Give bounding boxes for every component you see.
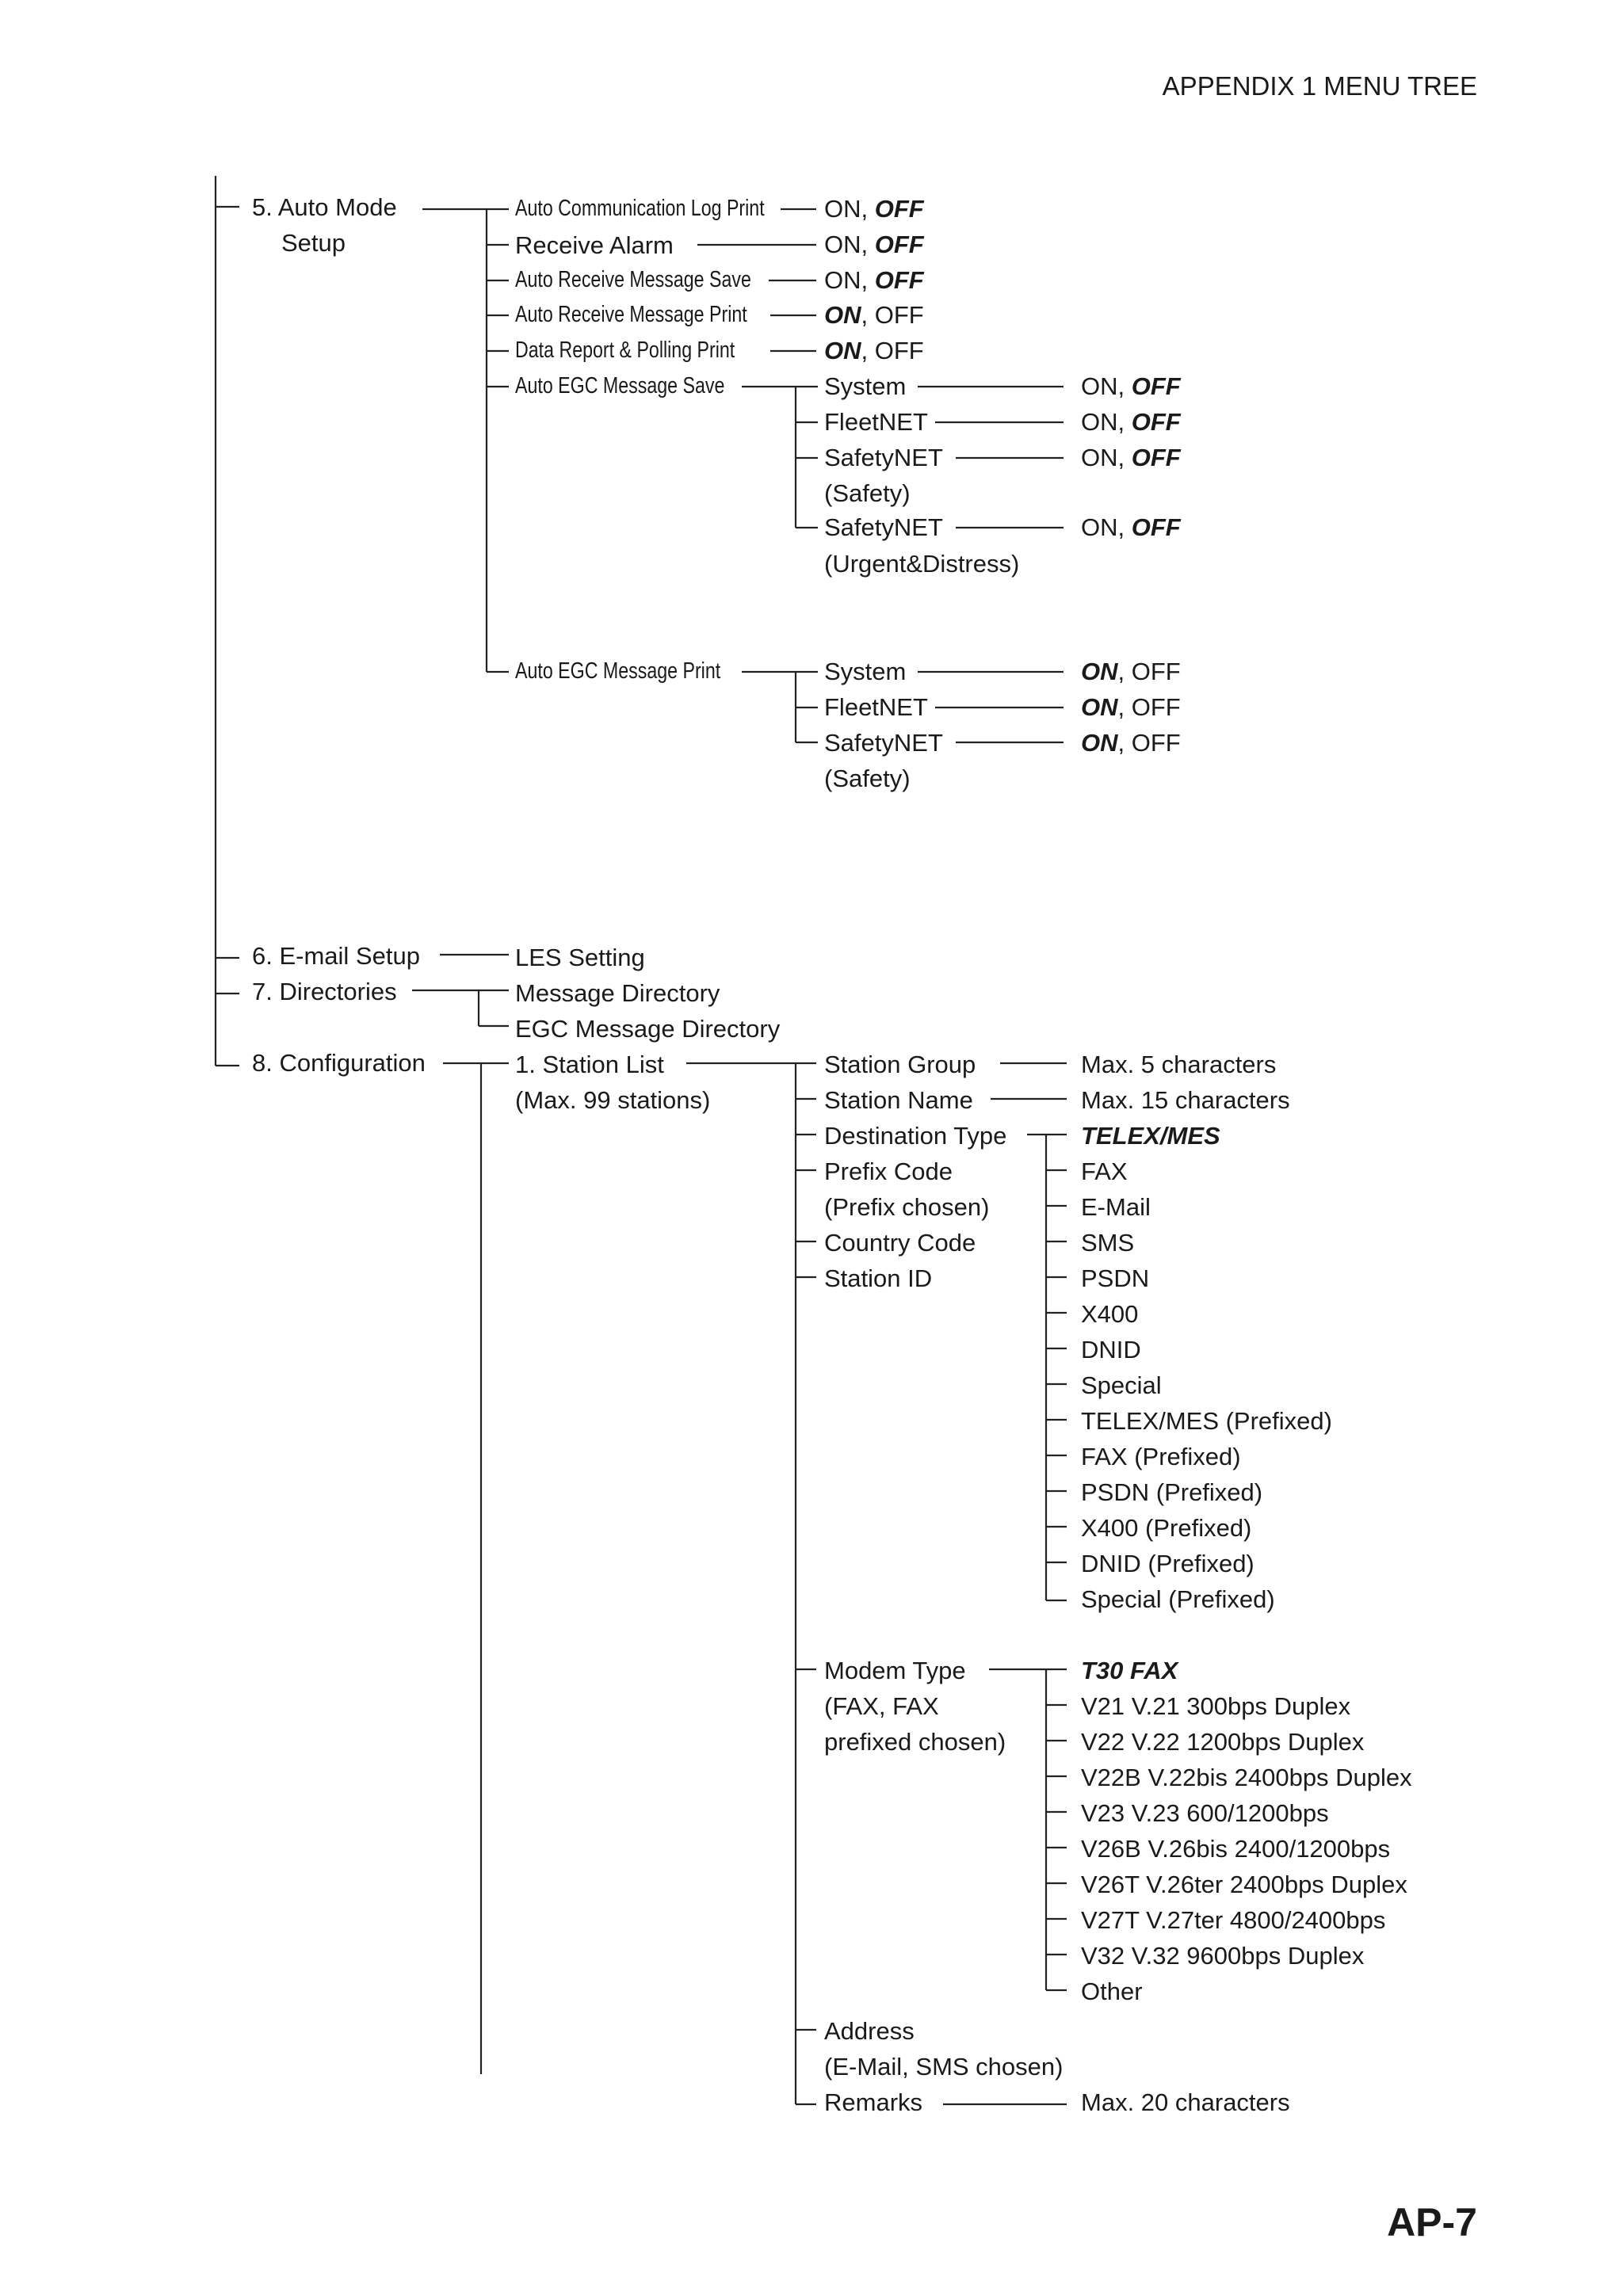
station-name: Station Name	[824, 1086, 973, 1114]
destination-type-option: TELEX/MES (Prefixed)	[1081, 1407, 1332, 1435]
destination-type-option: TELEX/MES	[1081, 1122, 1220, 1150]
auto-receive-msg-print: Auto Receive Message Print	[515, 302, 747, 327]
destination-type-option: SMS	[1081, 1229, 1135, 1257]
page-header-title: APPENDIX 1 MENU TREE	[1162, 71, 1477, 101]
station-list-label: 1. Station List	[515, 1051, 664, 1078]
modem-type-option: V23 V.23 600/1200bps	[1081, 1799, 1329, 1827]
modem-type: Modem Type	[824, 1657, 966, 1684]
modem-type-option: Other	[1081, 1978, 1143, 2005]
destination-type-option: FAX	[1081, 1158, 1128, 1185]
station-name-value: Max. 15 characters	[1081, 1086, 1290, 1114]
destination-type: Destination Type	[824, 1122, 1007, 1150]
modem-type-option: V21 V.21 300bps Duplex	[1081, 1692, 1351, 1720]
default-value: ON	[824, 337, 861, 364]
setting-value: ON, OFF	[1081, 658, 1181, 685]
modem-type-option: V27T V.27ter 4800/2400bps	[1081, 1906, 1386, 1934]
station-id: Station ID	[824, 1264, 933, 1292]
auto-comm-log-print: Auto Communication Log Print	[515, 196, 765, 221]
modem-type-option: V26T V.26ter 2400bps Duplex	[1081, 1871, 1407, 1898]
destination-type-option: X400 (Prefixed)	[1081, 1514, 1252, 1542]
setting-value: ON, OFF	[824, 231, 924, 258]
setting-value: ON, OFF	[1081, 444, 1181, 471]
destination-type-option: FAX (Prefixed)	[1081, 1443, 1241, 1470]
default-value: OFF	[1131, 513, 1181, 541]
egc-save-system: System	[824, 372, 907, 400]
setting-value: ON, OFF	[824, 337, 924, 364]
default-value: ON	[824, 301, 861, 329]
setting-value: ON, OFF	[824, 195, 924, 223]
destination-type-option: Special (Prefixed)	[1081, 1585, 1275, 1613]
country-code: Country Code	[824, 1229, 976, 1257]
setting-value: ON, OFF	[824, 266, 924, 294]
egc-print-safetynet: SafetyNET	[824, 729, 943, 757]
egc-message-directory: EGC Message Directory	[515, 1015, 781, 1043]
message-directory: Message Directory	[515, 979, 720, 1007]
egc-save-safetynet-urgent: SafetyNET	[824, 513, 943, 541]
modem-type-option: V32 V.32 9600bps Duplex	[1081, 1942, 1365, 1970]
destination-type-option: PSDN	[1081, 1264, 1150, 1292]
setting-value: ON, OFF	[1081, 513, 1181, 541]
destination-type-option: E-Mail	[1081, 1193, 1151, 1221]
default-value: OFF	[874, 266, 924, 294]
default-value: OFF	[874, 231, 924, 258]
destination-type-option: PSDN (Prefixed)	[1081, 1478, 1263, 1506]
station-group: Station Group	[824, 1051, 976, 1078]
modem-type-option: V22B V.22bis 2400bps Duplex	[1081, 1764, 1412, 1791]
les-setting: LES Setting	[515, 944, 645, 971]
default-value: OFF	[874, 195, 924, 223]
page-number: AP-7	[1387, 2200, 1477, 2245]
setting-value: ON, OFF	[1081, 693, 1181, 721]
station-list-note: (Max. 99 stations)	[515, 1086, 711, 1114]
remarks-value: Max. 20 characters	[1081, 2088, 1290, 2116]
default-value: OFF	[1131, 444, 1181, 471]
receive-alarm: Receive Alarm	[515, 231, 674, 259]
modem-type-note-line2: prefixed chosen)	[824, 1728, 1006, 1756]
setting-value: ON, OFF	[1081, 372, 1181, 400]
destination-type-option: Special	[1081, 1371, 1162, 1399]
station-group-value: Max. 5 characters	[1081, 1051, 1277, 1078]
address-note: (E-Mail, SMS chosen)	[824, 2053, 1064, 2081]
auto-mode-setup-label: 5. Auto Mode	[252, 193, 397, 221]
default-value: ON	[1081, 658, 1118, 685]
modem-type-option: T30 FAX	[1081, 1657, 1178, 1684]
auto-mode-setup-label-line2: Setup	[281, 229, 346, 257]
egc-save-fleetnet: FleetNET	[824, 408, 928, 436]
default-value: ON	[1081, 729, 1118, 757]
egc-save-urgent-note: (Urgent&Distress)	[824, 550, 1020, 578]
modem-type-note: (FAX, FAX	[824, 1692, 939, 1720]
prefix-code-note: (Prefix chosen)	[824, 1193, 990, 1221]
configuration-label: 8. Configuration	[252, 1049, 426, 1077]
default-value: OFF	[1131, 408, 1181, 436]
egc-print-safetynet-note: (Safety)	[824, 765, 911, 792]
default-value: OFF	[1131, 372, 1181, 400]
modem-type-option: V26B V.26bis 2400/1200bps	[1081, 1835, 1391, 1863]
setting-value: ON, OFF	[1081, 408, 1181, 436]
modem-type-option: V22 V.22 1200bps Duplex	[1081, 1728, 1365, 1756]
remarks: Remarks	[824, 2088, 923, 2116]
auto-receive-msg-save: Auto Receive Message Save	[515, 267, 751, 292]
egc-print-fleetnet: FleetNET	[824, 693, 928, 721]
data-report-polling-print: Data Report & Polling Print	[515, 338, 735, 363]
setting-value: ON, OFF	[1081, 729, 1181, 757]
egc-save-safetynet: SafetyNET	[824, 444, 943, 471]
setting-value: ON, OFF	[824, 301, 924, 329]
egc-print-system: System	[824, 658, 907, 685]
email-setup-label: 6. E-mail Setup	[252, 942, 420, 970]
auto-egc-msg-print: Auto EGC Message Print	[515, 658, 721, 684]
address: Address	[824, 2017, 915, 2045]
prefix-code: Prefix Code	[824, 1158, 953, 1185]
directories-label: 7. Directories	[252, 978, 397, 1005]
egc-save-safetynet-note: (Safety)	[824, 479, 911, 507]
default-value: ON	[1081, 693, 1118, 721]
destination-type-option: DNID	[1081, 1336, 1141, 1363]
destination-type-option: DNID (Prefixed)	[1081, 1550, 1254, 1577]
auto-egc-msg-save: Auto EGC Message Save	[515, 373, 725, 399]
destination-type-option: X400	[1081, 1300, 1139, 1328]
